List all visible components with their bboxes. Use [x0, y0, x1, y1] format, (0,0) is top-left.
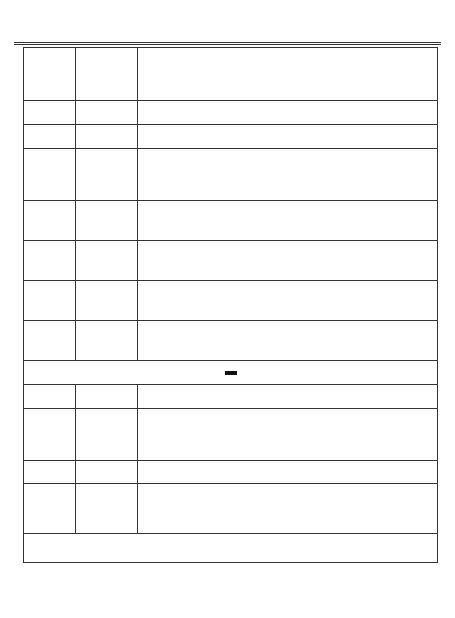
- relation-cell: [24, 48, 76, 100]
- table-row: [24, 101, 437, 125]
- page-header: [14, 22, 441, 42]
- relation-cell: [24, 201, 76, 240]
- genealogy-table: [23, 47, 438, 563]
- relation-label: [24, 387, 75, 396]
- name-cell: [76, 409, 138, 460]
- relation-cell: [24, 385, 76, 408]
- table-row: [24, 201, 437, 241]
- detail-cell: [138, 409, 437, 460]
- relation-cell: [24, 125, 76, 148]
- name-cell: [76, 125, 138, 148]
- name-cell: [76, 385, 138, 408]
- detail-cell: [138, 101, 437, 124]
- name-cell: [76, 149, 138, 200]
- detail-cell: [138, 149, 437, 200]
- relation-cell: [24, 409, 76, 460]
- detail-cell: [138, 484, 437, 533]
- detail-cell: [138, 241, 437, 280]
- table-row: [24, 484, 437, 534]
- header-rule-2: [14, 44, 441, 45]
- detail-cell: [138, 461, 437, 483]
- detail-cell: [138, 281, 437, 320]
- name-cell: [76, 484, 138, 533]
- table-row: [24, 48, 437, 101]
- name-cell: [76, 101, 138, 124]
- relation-label: [24, 103, 75, 112]
- name-cell: [76, 48, 138, 100]
- relation-cell: [24, 281, 76, 320]
- detail-cell: [138, 201, 437, 240]
- relation-cell: [24, 461, 76, 483]
- table-row: [24, 149, 437, 201]
- table-row: [24, 461, 437, 484]
- name-cell: [76, 461, 138, 483]
- name-cell: [76, 201, 138, 240]
- table-row: [24, 241, 437, 281]
- name-cell: [76, 281, 138, 320]
- name-cell: [76, 241, 138, 280]
- table-row: [24, 385, 437, 409]
- relation-cell: [24, 149, 76, 200]
- detail-cell: [138, 48, 437, 100]
- relation-label: [24, 208, 75, 217]
- relation-label: [24, 127, 75, 136]
- table-row: [24, 125, 437, 149]
- table-row: [24, 409, 437, 461]
- relation-cell: [24, 484, 76, 533]
- name-cell: [76, 321, 138, 360]
- generation-heading: [24, 361, 437, 384]
- detail-cell: [138, 385, 437, 408]
- detail-cell: [138, 125, 437, 148]
- relation-cell: [24, 321, 76, 360]
- relation-cell: [24, 101, 76, 124]
- table-row: [24, 321, 437, 361]
- header-rule: [14, 42, 441, 43]
- table-row: [24, 281, 437, 321]
- detail-cell: [138, 321, 437, 360]
- generation-heading-row: [24, 361, 437, 385]
- relation-cell: [24, 241, 76, 280]
